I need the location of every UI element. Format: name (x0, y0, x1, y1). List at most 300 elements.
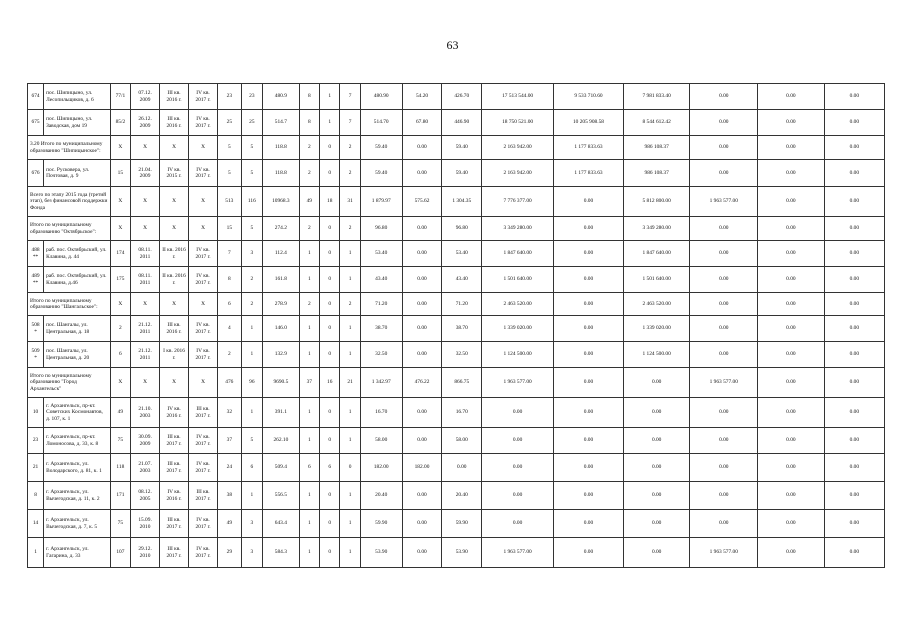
table-cell: 0.00 (623, 538, 690, 568)
table-cell: X (110, 368, 130, 398)
table-cell: 2 (340, 160, 360, 187)
table-row (28, 160, 885, 187)
table-cell: 118 (110, 454, 130, 482)
table-cell: 16.70 (360, 398, 402, 428)
table-cell: 1 (340, 241, 360, 267)
table-cell: 1 (299, 398, 319, 428)
table-cell: 20.40 (442, 482, 482, 510)
table-cell: 476.22 (402, 368, 442, 398)
table-cell: пос. Шипицыно, ул. Заводская, дом 19 (44, 110, 111, 136)
table-cell: 0.00 (402, 482, 442, 510)
table-cell: 489 ** (28, 267, 44, 293)
table-cell: X (189, 187, 218, 217)
table-row (28, 398, 885, 428)
table-cell: 2 163 942.00 (482, 160, 554, 187)
table-cell: 0.00 (402, 398, 442, 428)
table-cell: 0.00 (758, 428, 825, 454)
table-cell: 7 981 833.40 (623, 84, 690, 110)
table-cell: 0.00 (824, 293, 884, 316)
table-cell: 262.10 (263, 428, 300, 454)
table-cell: пос. Шангалы, ул. Центральная, д. 18 (44, 316, 111, 342)
table-cell: X (189, 136, 218, 160)
table-cell: 0 (320, 241, 340, 267)
table-cell: X (131, 136, 160, 160)
table-cell: 1 (320, 110, 340, 136)
table-cell: 0.00 (402, 293, 442, 316)
table-cell: 0.00 (623, 428, 690, 454)
table-cell: 676 (28, 160, 44, 187)
table-cell: 3 (241, 538, 262, 568)
table-cell: 2 (340, 293, 360, 316)
table-cell: 59.40 (360, 160, 402, 187)
table-cell: III кв. 2016 г. (160, 110, 189, 136)
table-cell: 3 (241, 510, 262, 538)
table-cell: 986 108.37 (623, 136, 690, 160)
table-cell: 0.00 (402, 267, 442, 293)
summary-row (28, 136, 885, 160)
table-cell: III кв. 2017 г. (160, 538, 189, 568)
table-cell: 08.11. 2011 (131, 267, 160, 293)
table-cell: 0.00 (824, 316, 884, 342)
table-cell: 0.00 (402, 428, 442, 454)
table-cell: 0.00 (554, 428, 624, 454)
table-cell: 116 (241, 187, 262, 217)
table-cell: 0.00 (402, 538, 442, 568)
table-cell: 29 (218, 538, 242, 568)
table-cell: Всего по этапу 2015 года (третий этап), без финансовой поддержки Фонда (28, 187, 111, 217)
table-cell: Итого по муниципальному образованию "Октябрьское": (28, 217, 111, 241)
table-cell: 49 (110, 398, 130, 428)
table-cell: IV кв. 2017 г. (189, 241, 218, 267)
table-cell: 0.00 (758, 160, 825, 187)
table-cell: 575.62 (402, 187, 442, 217)
table-cell: 8 (299, 84, 319, 110)
table-cell: 3 349 280.00 (482, 217, 554, 241)
table-cell: 0.00 (758, 368, 825, 398)
table-cell: 0.00 (824, 482, 884, 510)
table-cell: 182.00 (360, 454, 402, 482)
table-cell: 0.00 (824, 241, 884, 267)
table-cell: 0.00 (690, 342, 758, 368)
page-number: 63 (446, 38, 459, 52)
table-cell: 0 (320, 136, 340, 160)
table-cell: 508 * (28, 316, 44, 342)
table-row (28, 428, 885, 454)
summary-row (28, 293, 885, 316)
table-cell: 0.00 (623, 368, 690, 398)
table-cell: 3 349 280.00 (623, 217, 690, 241)
table-cell: 38.70 (360, 316, 402, 342)
table-cell: 59.40 (360, 136, 402, 160)
table-row (28, 316, 885, 342)
table-cell: 23 (241, 84, 262, 110)
table-cell: 0.00 (690, 293, 758, 316)
table-cell: 2 (241, 293, 262, 316)
table-cell: 0.00 (690, 241, 758, 267)
table-cell: 0.00 (402, 342, 442, 368)
table-cell: 866.75 (442, 368, 482, 398)
table-cell: 8 (299, 110, 319, 136)
table-cell: 0.00 (758, 538, 825, 568)
table-cell: 0 (320, 316, 340, 342)
table-cell: III кв. 2017 г. (160, 454, 189, 482)
table-cell: 14 (28, 510, 44, 538)
table-cell: 59.40 (442, 136, 482, 160)
table-cell: 59.40 (442, 160, 482, 187)
table-cell: 71.20 (360, 293, 402, 316)
table-cell: 58.00 (360, 428, 402, 454)
table-cell: 2 (340, 136, 360, 160)
table-cell: 1 (299, 482, 319, 510)
table-cell: IV кв. 2017 г. (189, 160, 218, 187)
table-cell: 480.90 (360, 84, 402, 110)
table-cell: пос. Шангалы, ул. Центральная, д. 20 (44, 342, 111, 368)
table-cell: 53.90 (360, 538, 402, 568)
table-cell: 32 (218, 398, 242, 428)
table-cell: 1 (299, 428, 319, 454)
table-cell: 274.2 (263, 217, 300, 241)
table-cell: 118.8 (263, 136, 300, 160)
table-cell: IV кв. 2017 г. (189, 538, 218, 568)
table-cell: X (189, 368, 218, 398)
summary-row (28, 217, 885, 241)
table-cell: 4 (218, 316, 242, 342)
table-cell: 1 (320, 84, 340, 110)
table-cell: 08.11. 2011 (131, 241, 160, 267)
table-cell: 32.50 (360, 342, 402, 368)
table-cell: 1 (299, 241, 319, 267)
table-cell: 0.00 (623, 510, 690, 538)
table-cell: 0.00 (402, 160, 442, 187)
table-cell: 0 (320, 342, 340, 368)
table-cell: 1 (241, 316, 262, 342)
table-cell: 584.3 (263, 538, 300, 568)
table-cell: 0.00 (402, 241, 442, 267)
table-cell: IV кв. 2015 г. (160, 160, 189, 187)
table-cell: 0.00 (824, 217, 884, 241)
table-cell: X (110, 293, 130, 316)
table-cell: 9690.5 (263, 368, 300, 398)
table-cell: III кв. 2017 г. (189, 482, 218, 510)
table-cell: 18 (320, 187, 340, 217)
table-cell: г. Архангельск, пр-кт. Советских Космонавтов, д. 107, к. 1 (44, 398, 111, 428)
table-cell: 10968.3 (263, 187, 300, 217)
table-cell: 0.00 (554, 241, 624, 267)
table-cell: 0.00 (482, 454, 554, 482)
table-cell: 1 304.35 (442, 187, 482, 217)
table-cell: 0.00 (554, 187, 624, 217)
table-cell: 15.09. 2010 (131, 510, 160, 538)
table-cell: IV кв. 2017 г. (189, 84, 218, 110)
table-cell: 15 (110, 160, 130, 187)
table-cell: 1 (340, 342, 360, 368)
table-cell: 96.80 (442, 217, 482, 241)
table-cell: X (131, 293, 160, 316)
table-cell: 0.00 (690, 217, 758, 241)
table-cell: 118.8 (263, 160, 300, 187)
table-cell: 1 (299, 510, 319, 538)
table-cell: 3.20 Итого по муниципальному образованию "Шипицынское": (28, 136, 111, 160)
table-cell: г. Архангельск, ул. Вычегодская, д. 11, к. 2 (44, 482, 111, 510)
table-cell: 1 (340, 510, 360, 538)
table-cell: 1 879.97 (360, 187, 402, 217)
table-cell: 174 (110, 241, 130, 267)
table-cell: г. Архангельск, пр-кт. Ломоносова, д. 33, к. 8 (44, 428, 111, 454)
table-cell: IV кв. 2017 г. (189, 110, 218, 136)
table-cell: 20.40 (360, 482, 402, 510)
table-cell: 2 (218, 342, 242, 368)
table-cell: 0.00 (690, 454, 758, 482)
table-cell: 480.9 (263, 84, 300, 110)
table-cell: 0.00 (824, 368, 884, 398)
table-cell: 1 847 640.00 (482, 241, 554, 267)
table-cell: 0 (320, 160, 340, 187)
table-cell: 2 (299, 160, 319, 187)
table-cell: 2 (299, 293, 319, 316)
table-cell: 0 (320, 482, 340, 510)
table-cell: 0.00 (824, 160, 884, 187)
table-cell: 1 847 640.00 (623, 241, 690, 267)
table-cell: 1 963 577.00 (690, 538, 758, 568)
table-cell: 0.00 (690, 136, 758, 160)
table-cell: 0.00 (824, 428, 884, 454)
table-cell: 0.00 (758, 293, 825, 316)
table-cell: X (110, 136, 130, 160)
table-cell: 509 * (28, 342, 44, 368)
table-cell: 59.90 (360, 510, 402, 538)
table-cell: 0.00 (554, 267, 624, 293)
table-cell: II кв. 2016 г. (160, 241, 189, 267)
table-row (28, 110, 885, 136)
table-cell: 7 (340, 110, 360, 136)
table-cell: 0.00 (758, 217, 825, 241)
table-cell: 0.00 (824, 342, 884, 368)
table-cell: I кв. 2016 г. (160, 342, 189, 368)
summary-row (28, 368, 885, 398)
table-cell: 0.00 (554, 454, 624, 482)
table-cell: 0.00 (482, 510, 554, 538)
table-cell: 5 (241, 428, 262, 454)
table-cell: III кв. 2016 г. (160, 316, 189, 342)
table-cell: 0.00 (623, 454, 690, 482)
table-cell: 21.12. 2011 (131, 316, 160, 342)
table-cell: 171 (110, 482, 130, 510)
table-cell: 2 (110, 316, 130, 342)
table-cell: 5 (241, 160, 262, 187)
table-cell: 0.00 (402, 510, 442, 538)
table-row (28, 538, 885, 568)
table-cell: 0.00 (482, 398, 554, 428)
table-cell: 53.90 (442, 538, 482, 568)
table-cell: 1 (299, 342, 319, 368)
table-cell: 0.00 (824, 538, 884, 568)
table-cell: 53.40 (360, 241, 402, 267)
table-cell: IV кв. 2016 г. (160, 482, 189, 510)
table-cell: 0.00 (758, 510, 825, 538)
table-cell: X (131, 217, 160, 241)
table-cell: 1 (299, 316, 319, 342)
table-cell: 0.00 (690, 398, 758, 428)
table-cell: 31 (340, 187, 360, 217)
table-cell: г. Архангельск, ул. Володарского, д. 81, к. 1 (44, 454, 111, 482)
table-cell: 2 163 942.00 (482, 136, 554, 160)
table-cell: 1 501 640.00 (482, 267, 554, 293)
table-cell: 75 (110, 510, 130, 538)
table-cell: 6 (299, 454, 319, 482)
table-cell: 1 (299, 267, 319, 293)
table-cell: 25 (241, 110, 262, 136)
table-cell: 0.00 (758, 84, 825, 110)
table-cell: 0.00 (402, 217, 442, 241)
table-cell: X (160, 136, 189, 160)
table-cell: 2 (299, 136, 319, 160)
table-cell: 29.12. 2010 (131, 538, 160, 568)
table-cell: 6 (218, 293, 242, 316)
table-cell: 0.00 (758, 342, 825, 368)
table-cell: 9 533 710.60 (554, 84, 624, 110)
table-cell: IV кв. 2017 г. (189, 316, 218, 342)
table-cell: 1 (340, 267, 360, 293)
table-cell: 30.09. 2009 (131, 428, 160, 454)
table-row (28, 241, 885, 267)
table-cell: IV кв. 2017 г. (189, 342, 218, 368)
table-cell: 2 463 520.00 (623, 293, 690, 316)
table-cell: 0.00 (758, 136, 825, 160)
table-cell: 476 (218, 368, 242, 398)
table-cell: 1 963 577.00 (690, 187, 758, 217)
table-cell: 0.00 (554, 482, 624, 510)
table-cell: 1 (241, 342, 262, 368)
table-cell: 2 (299, 217, 319, 241)
table-cell: 0 (340, 454, 360, 482)
table-cell: Итого по муниципальному образованию "Город Архангельск" (28, 368, 111, 398)
table-cell: 8 (28, 482, 44, 510)
table-cell: II кв. 2016 г. (160, 267, 189, 293)
table-cell: 175 (110, 267, 130, 293)
table-cell: 21 (340, 368, 360, 398)
table-cell: III кв. 2017 г. (160, 510, 189, 538)
table-cell: 0.00 (554, 342, 624, 368)
table-cell: 0.00 (402, 316, 442, 342)
table-cell: 0.00 (402, 136, 442, 160)
table-cell: 0 (320, 398, 340, 428)
table-row (28, 342, 885, 368)
table-cell: 1 (241, 482, 262, 510)
table-cell: 0.00 (442, 454, 482, 482)
table-cell: 7 776 377.00 (482, 187, 554, 217)
table-cell: 0.00 (554, 398, 624, 428)
table-cell: 67.80 (402, 110, 442, 136)
table-cell: 0.00 (690, 316, 758, 342)
table-cell: 514.70 (360, 110, 402, 136)
table-cell: 0.00 (758, 398, 825, 428)
table-cell: 0.00 (690, 482, 758, 510)
table-cell: 986 108.37 (623, 160, 690, 187)
table-row (28, 482, 885, 510)
table-cell: 37 (218, 428, 242, 454)
table-cell: 1 963 577.00 (482, 368, 554, 398)
table-cell: 5 (218, 136, 242, 160)
table-cell: 08.12. 2005 (131, 482, 160, 510)
table-cell: 1 (340, 482, 360, 510)
table-cell: 107 (110, 538, 130, 568)
table-cell: 5 812 800.00 (623, 187, 690, 217)
table-cell: 18 750 521.00 (482, 110, 554, 136)
table-cell: 0.00 (824, 136, 884, 160)
table-cell: 0.00 (623, 482, 690, 510)
table-cell: 1 342.97 (360, 368, 402, 398)
table-cell: 1 177 833.63 (554, 160, 624, 187)
table-cell: X (110, 217, 130, 241)
table-cell: X (189, 217, 218, 241)
table-cell: г. Архангельск, ул. Вычегодская, д. 7, к. 5 (44, 510, 111, 538)
table-cell: 161.8 (263, 267, 300, 293)
table-cell: 0.00 (824, 187, 884, 217)
table-cell: 1 (241, 398, 262, 428)
table-cell: 6 (241, 454, 262, 482)
table-cell: 0.00 (824, 84, 884, 110)
table-row (28, 84, 885, 110)
table-cell: III кв. 2017 г. (160, 428, 189, 454)
table-cell: 0.00 (758, 187, 825, 217)
table-cell: 6 (110, 342, 130, 368)
table-cell: 182.00 (402, 454, 442, 482)
table-cell: 5 (218, 160, 242, 187)
table-cell: 0.00 (824, 398, 884, 428)
table-cell: 2 (241, 267, 262, 293)
table-cell: IV кв. 2017 г. (189, 454, 218, 482)
table-cell: IV кв. 2017 г. (189, 510, 218, 538)
table-cell: 0.00 (758, 110, 825, 136)
table-cell: X (131, 187, 160, 217)
table-cell: 1 177 833.63 (554, 136, 624, 160)
table-cell: 1 124 500.00 (623, 342, 690, 368)
table-cell: 0.00 (758, 482, 825, 510)
table-cell: 488 ** (28, 241, 44, 267)
table-cell: 0.00 (690, 160, 758, 187)
table-cell: 58.00 (442, 428, 482, 454)
table-cell: 37 (299, 368, 319, 398)
table-cell: 07.12. 2009 (131, 84, 160, 110)
table-cell: 21.04. 2009 (131, 160, 160, 187)
table-cell: 16.70 (442, 398, 482, 428)
table-cell: 0.00 (758, 267, 825, 293)
table-cell: 643.4 (263, 510, 300, 538)
table-cell: X (160, 217, 189, 241)
table-cell: X (131, 368, 160, 398)
table-cell: 85/2 (110, 110, 130, 136)
table-cell: 23 (218, 84, 242, 110)
table-cell: 0.00 (554, 368, 624, 398)
table-cell: 0.00 (554, 510, 624, 538)
table-cell: 1 963 577.00 (482, 538, 554, 568)
table-cell: 0.00 (758, 316, 825, 342)
table-cell: 0.00 (824, 454, 884, 482)
table-cell: 10 (28, 398, 44, 428)
table-cell: 24 (218, 454, 242, 482)
table-cell: IV кв. 2017 г. (189, 428, 218, 454)
table-cell: 0 (320, 510, 340, 538)
table-cell: 1 124 500.00 (482, 342, 554, 368)
table-cell: 0 (320, 217, 340, 241)
table-cell: 26.12. 2009 (131, 110, 160, 136)
table-cell: 8 (218, 267, 242, 293)
table-cell: 1 (340, 316, 360, 342)
table-cell: 7 (340, 84, 360, 110)
table-cell: 0.00 (482, 428, 554, 454)
table-cell: 674 (28, 84, 44, 110)
table-cell: 1 339 020.00 (482, 316, 554, 342)
